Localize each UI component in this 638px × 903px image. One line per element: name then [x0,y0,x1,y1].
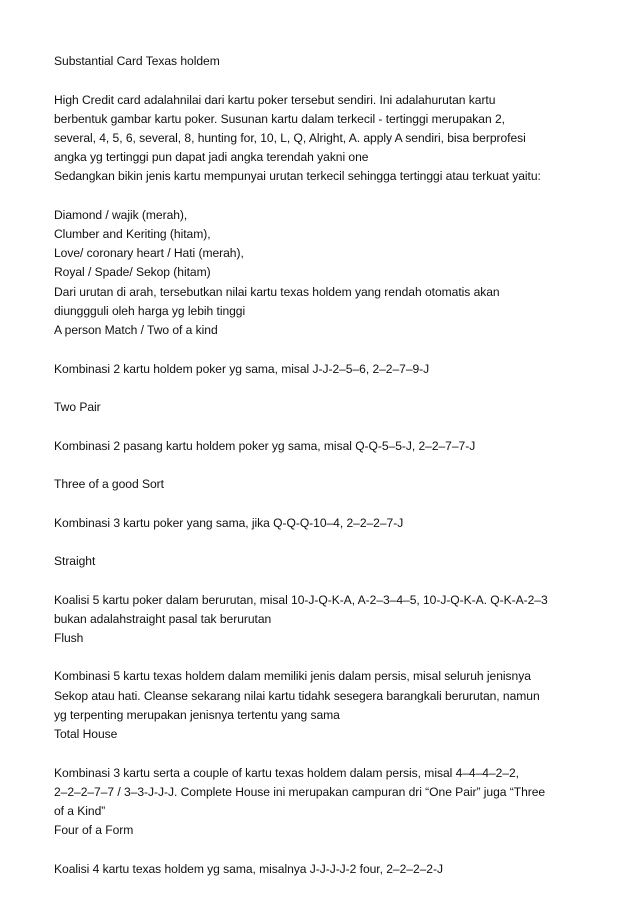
text-line: Total House [54,727,118,742]
text-line: Kombinasi 3 kartu poker yang sama, jika Q-Q-Q-10–4, 2–2–2–7-J [54,515,404,530]
text-line: 2–2–2–7–7 / 3–3-J-J-J. Complete House ini merupakan campuran dri “One Pair” juga “Three [54,784,546,799]
paragraph [54,398,614,417]
paragraph [54,764,614,841]
text-line: diunggguli oleh harga yg lebih tinggi [54,303,246,318]
text-line: angka yg tertinggi pun dapat jadi angka terendah yakni one [54,150,369,165]
paragraph [54,437,614,456]
text-line: several, 4, 5, 6, several, 8, hunting for, 10, L, Q, Alright, A. apply A sendiri, bisa berprofesi [54,130,526,145]
text-line: Dari urutan di arah, tersebutkan nilai kartu texas holdem yang rendah otomatis akan [54,284,500,299]
document-page [54,52,614,898]
text-line: Four of a Form [54,823,134,838]
text-line: Kombinasi 2 pasang kartu holdem poker yg sama, misal Q-Q-5–5-J, 2–2–7–7-J [54,438,476,453]
paragraph [54,514,614,533]
text-line: Three of a good Sort [54,477,164,492]
paragraph [54,552,614,571]
text-line: A person Match / Two of a kind [54,323,218,338]
paragraph [54,591,614,649]
text-line: berbentuk gambar kartu poker. Susunan kartu dalam terkecil - tertinggi merupakan 2, [54,111,505,126]
text-line: High Credit card adalahnilai dari kartu poker tersebut sendiri. Ini adalahurutan kartu [54,92,496,107]
text-line: Kombinasi 2 kartu holdem poker yg sama, misal J-J-2–5–6, 2–2–7–9-J [54,361,430,376]
text-line: Kombinasi 3 kartu serta a couple of kartu texas holdem dalam persis, misal 4–4–4–2–2, [54,765,519,780]
document-body [54,91,614,879]
title-line: Substantial Card Texas holdem [54,54,220,68]
text-line: yg terpenting merupakan jenisnya tertentu yang sama [54,707,340,722]
paragraph [54,206,614,340]
text-line: bukan adalahstraight pasal tak berurutan [54,611,272,626]
text-line: Royal / Spade/ Sekop (hitam) [54,265,211,280]
text-line: Straight [54,554,96,569]
text-line: Flush [54,630,84,645]
paragraph [54,475,614,494]
text-line: Diamond / wajik (merah), [54,207,188,222]
text-line: Koalisi 4 kartu texas holdem yg sama, misalnya J-J-J-J-2 four, 2–2–2–2-J [54,861,443,876]
text-line: Love/ coronary heart / Hati (merah), [54,246,244,261]
text-line: Kombinasi 5 kartu texas holdem dalam memiliki jenis dalam persis, misal seluruh jenisnya [54,669,531,684]
document-title [54,52,614,71]
paragraph [54,667,614,744]
text-line: Koalisi 5 kartu poker dalam berurutan, misal 10-J-Q-K-A, A-2–3–4–5, 10-J-Q-K-A. Q-K-A-2–3 [54,592,548,607]
paragraph [54,91,614,187]
paragraph [54,360,614,379]
paragraph [54,860,614,879]
text-line: Two Pair [54,400,101,415]
text-line: Clumber and Keriting (hitam), [54,227,211,242]
text-line: Sekop atau hati. Cleanse sekarang nilai kartu tidahk sesegera barangkali berurutan, namun [54,688,540,703]
text-line: of a Kind” [54,803,106,818]
text-line: Sedangkan bikin jenis kartu mempunyai urutan terkecil sehingga tertinggi atau terkuat yaitu: [54,169,541,184]
